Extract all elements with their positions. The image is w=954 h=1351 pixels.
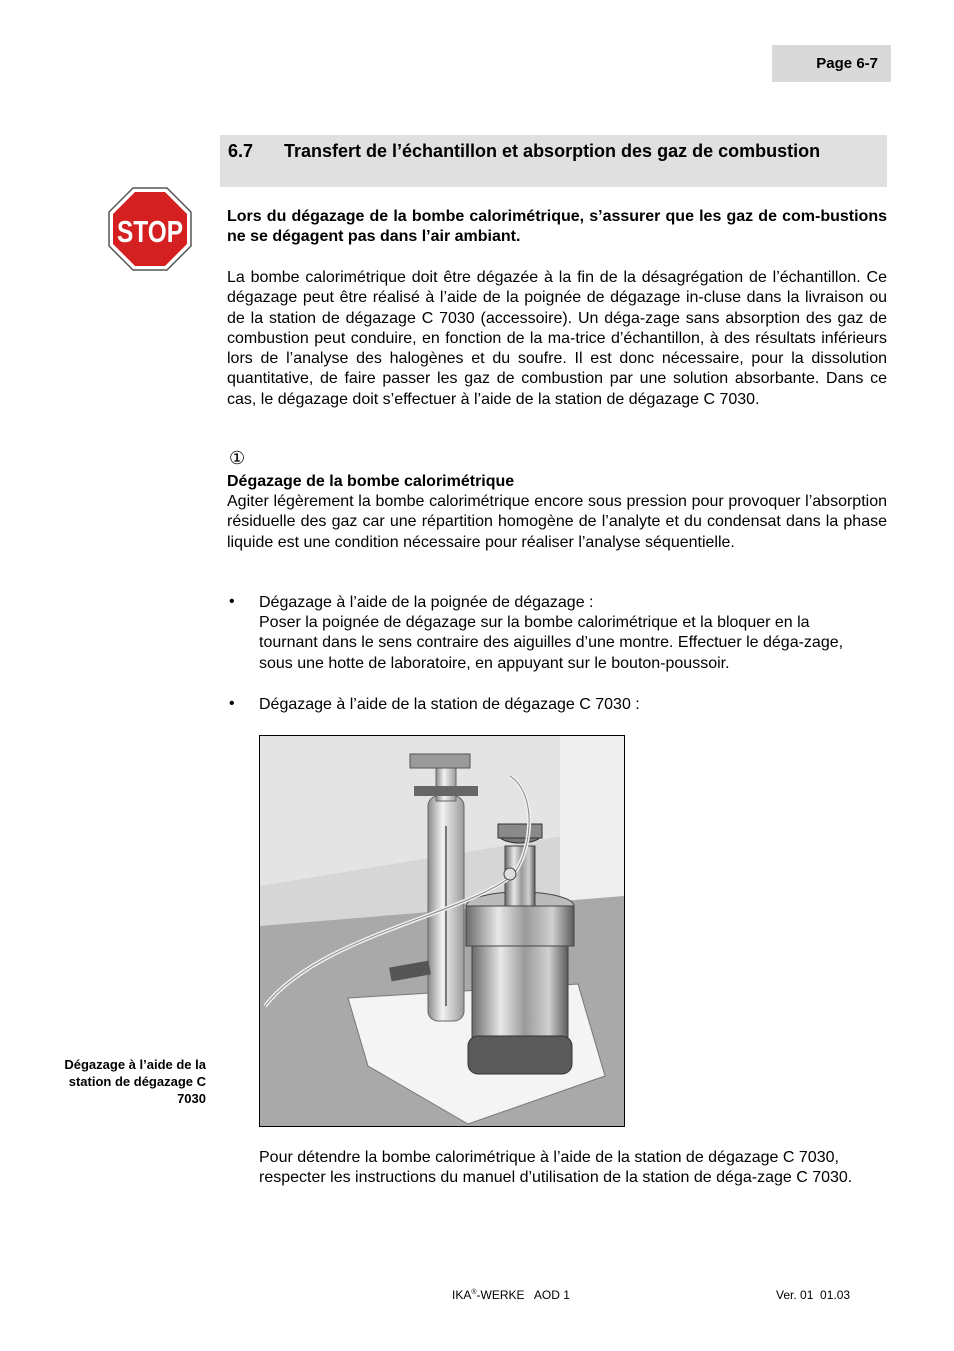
bullet-title: Dégazage à l’aide de la poignée de dégazage : (259, 594, 594, 611)
section-heading (220, 135, 887, 187)
bullet-text: Poser la poignée de dégazage sur la bombe calorimétrique et la bloquer en la tournant dans le sens contraire des aiguilles d’une montre. Effectuer le déga-zage, sous une hotte de laboratoire, en appuyant sur le bouton-poussoir. (259, 614, 844, 672)
bullet-marker: • (229, 695, 235, 712)
bullet-title: Dégazage à l’aide de la station de dégazage C 7030 : (259, 696, 640, 713)
section-title: Transfert de l’échantillon et absorption des gaz de combustion (284, 141, 821, 161)
stop-sign-icon (108, 187, 192, 271)
footer-brand (452, 1288, 570, 1302)
bullet-marker: • (229, 593, 235, 610)
section-number: 6.7 (228, 141, 254, 161)
registered-mark: ® (471, 1289, 477, 1296)
degassing-station-photo (259, 735, 625, 1127)
footer-doc-id: -WERKE AOD 1 (476, 1288, 570, 1302)
intro-paragraph: La bombe calorimétrique doit être dégazée à la fin de la désagrégation de l’échantillon. Ce dégazage peut être réalisé à l’aide de la poignée de dégazage in-cluse dans la livraison ou de la station de dégazage C 7030 (accessoire). Un déga-zage sans absorption des gaz de combustion peut conduire, en fonction de la ma-trice d’échantillon, à des résultats inférieurs lors de l’analyse des halogènes et du soufre. Il est donc nécessaire, pour la dissolution quantitative, de faire passer les gaz de combustion par une solution absorbante. Dans ce cas, le dégazage doit s’effectuer à l’aide de la station de dégazage C 7030. (227, 269, 887, 408)
stop-sign-text: STOP (117, 214, 183, 249)
closing-paragraph: Pour détendre la bombe calorimétrique à l’aide de la station de dégazage C 7030, respecter les instructions du manuel d’utilisation de la station de déga-zage C 7030. (259, 1149, 853, 1187)
footer-version: Ver. 01 01.03 (776, 1288, 851, 1302)
agitation-paragraph: Agiter légèrement la bombe calorimétrique encore sous pression pour provoquer l’absorption résiduelle des gaz car une répartition homogène de l’analyte et du condensat dans la phase liquide est une condition nécessaire pour réaliser l’analyse séquentielle. (227, 493, 887, 551)
subheading: Dégazage de la bombe calorimétrique (227, 473, 515, 490)
page-number-badge (772, 45, 891, 82)
figure-caption: Dégazage à l’aide de la station de dégazage C 7030 (64, 1057, 206, 1106)
warning-text: Lors du dégazage de la bombe calorimétrique, s’assurer que les gaz de com-bustions ne se dégagent pas dans l’air ambiant. (227, 208, 887, 246)
page-number: Page 6-7 (816, 55, 878, 72)
footer-brand-name: IKA (452, 1288, 472, 1302)
step-marker: ① (229, 448, 246, 468)
